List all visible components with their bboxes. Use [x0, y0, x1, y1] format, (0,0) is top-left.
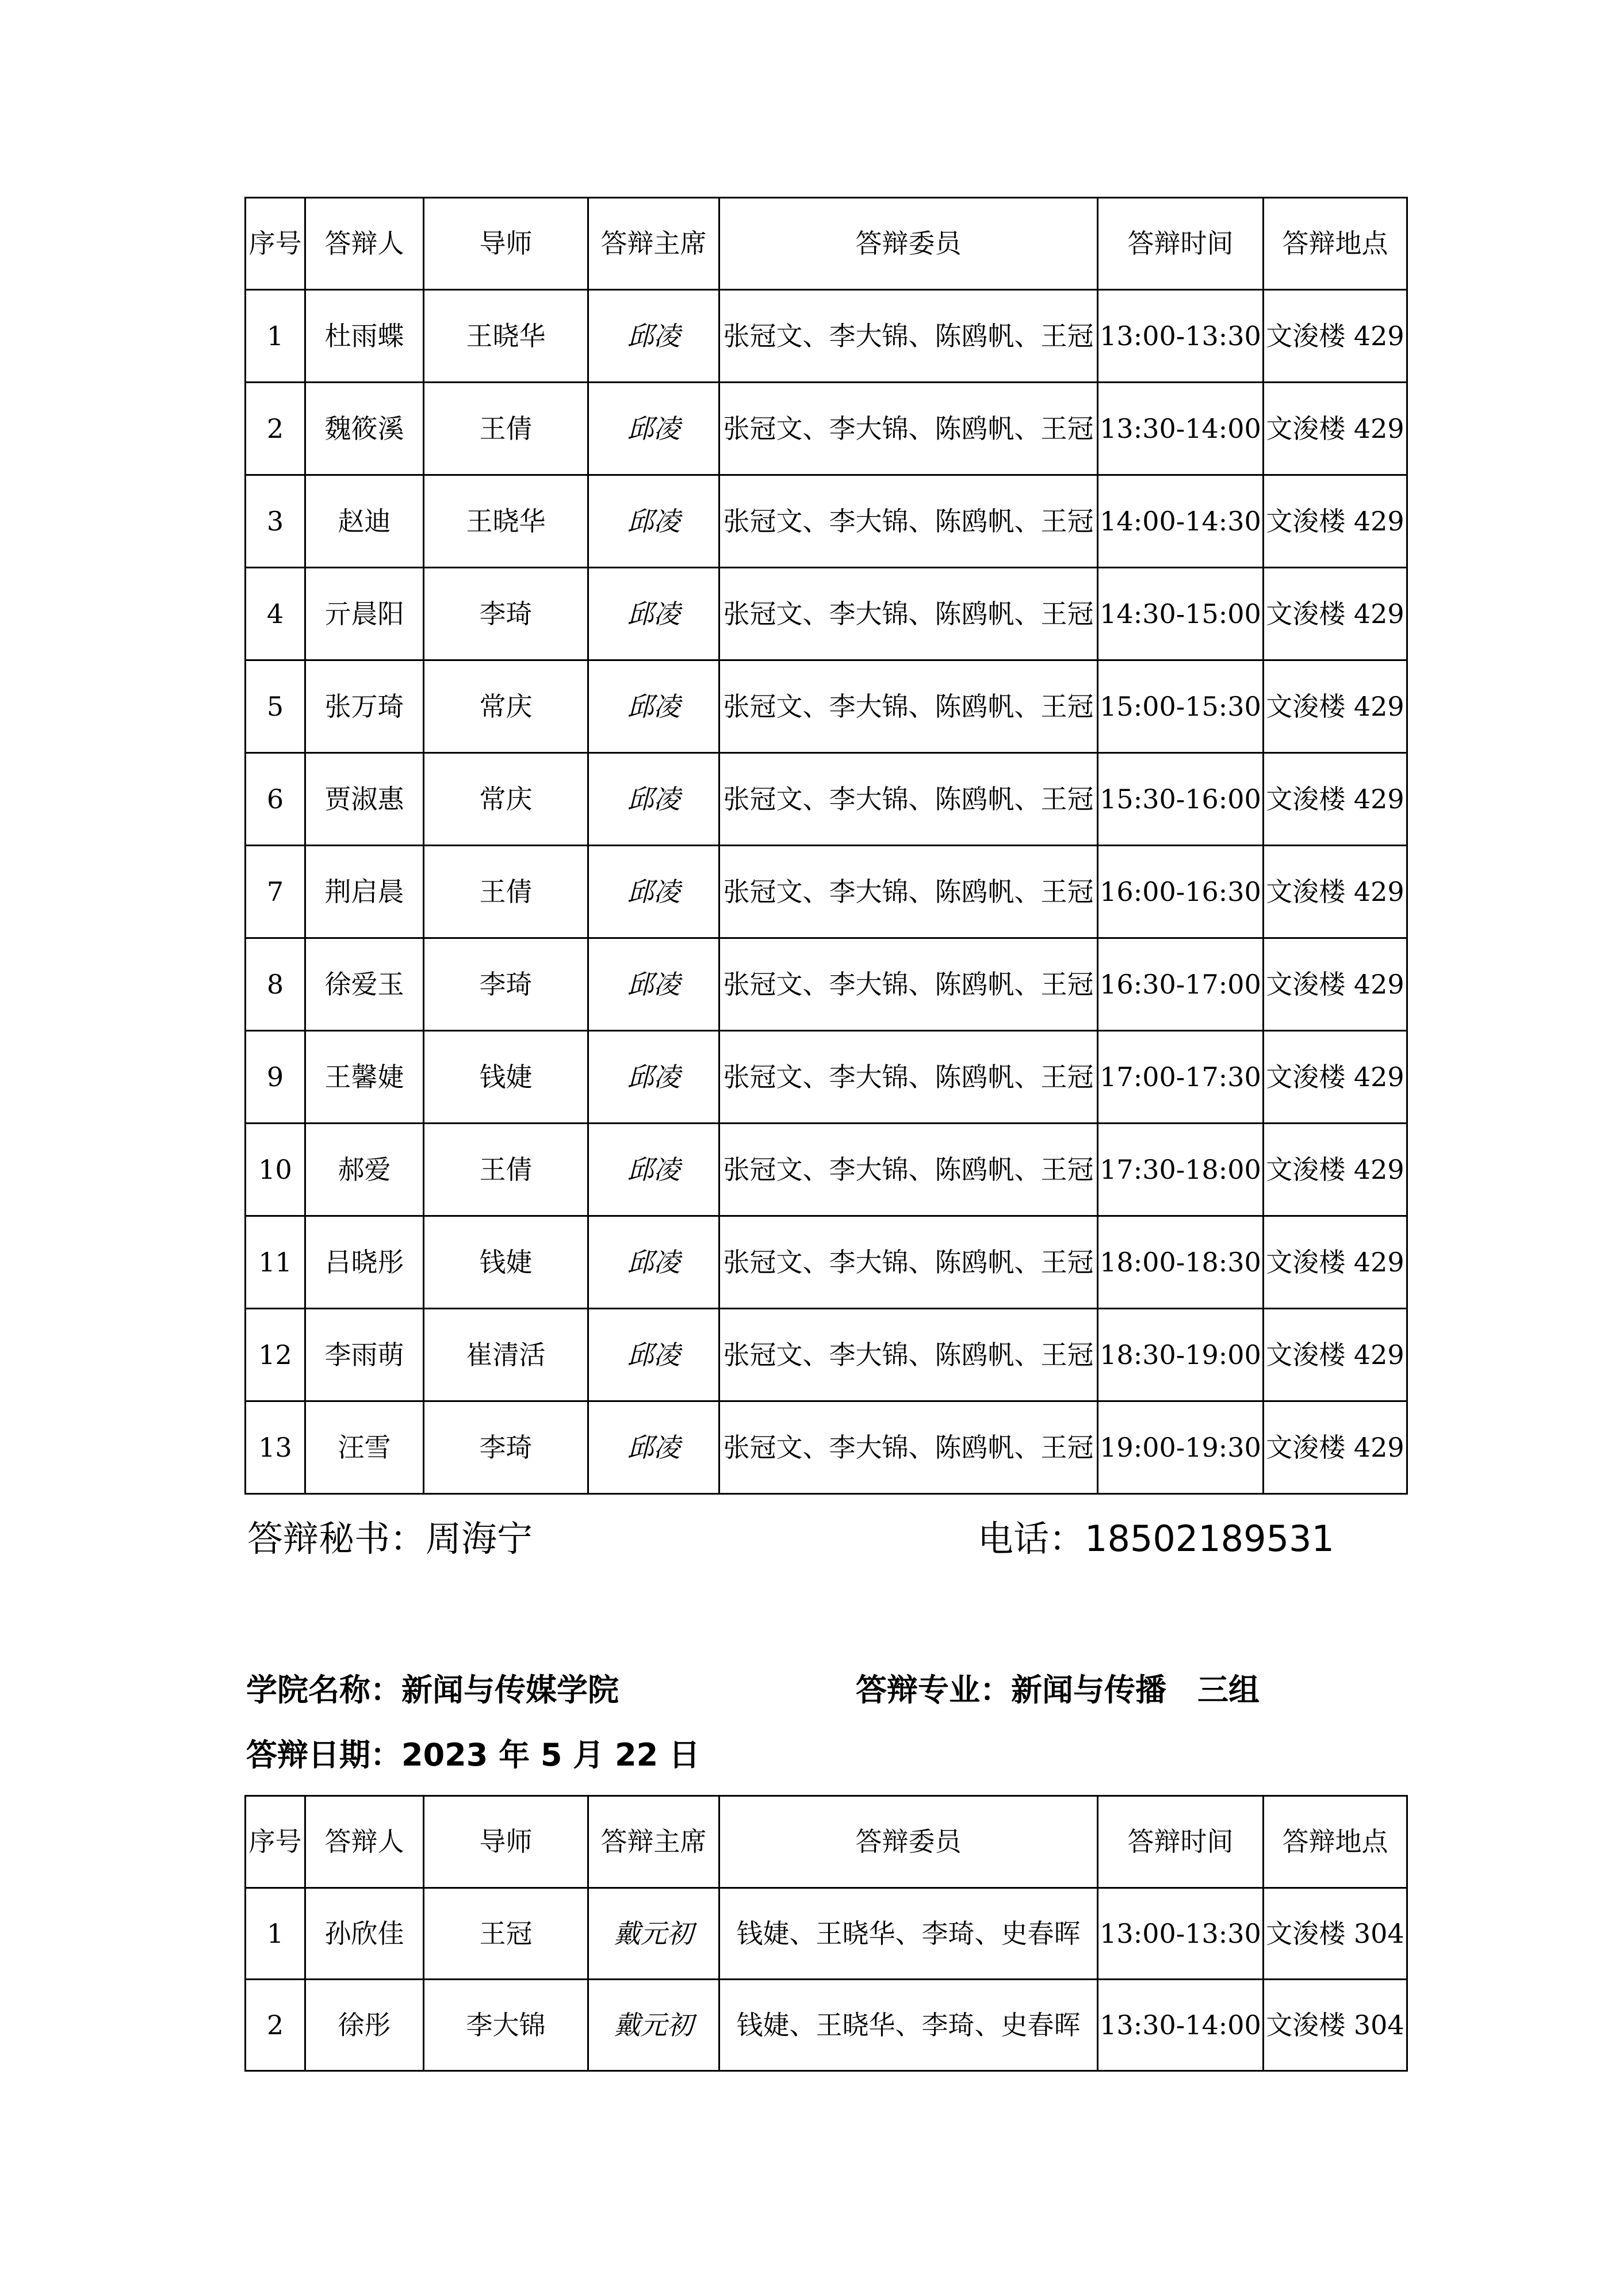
- cell-advisor: 李琦: [424, 568, 588, 660]
- cell-advisor: 崔清活: [424, 1309, 588, 1401]
- cell-members: 钱婕、王晓华、李琦、史春晖: [719, 1888, 1098, 1980]
- table-row: [246, 568, 1407, 660]
- cell-location: 文浚楼 429: [1264, 383, 1407, 475]
- cell-members: 张冠文、李大锦、陈鸥帆、王冠: [719, 938, 1098, 1031]
- cell-chair: 邱凌: [588, 475, 719, 568]
- header-advisor: 导师: [424, 198, 588, 290]
- table-row: [246, 1309, 1407, 1401]
- cell-defender: 郝爱: [305, 1124, 424, 1216]
- cell-members: 张冠文、李大锦、陈鸥帆、王冠: [719, 290, 1098, 383]
- cell-advisor: 常庆: [424, 660, 588, 753]
- table-row: [246, 1216, 1407, 1309]
- header-defender: 答辩人: [305, 198, 424, 290]
- cell-time: 17:30-18:00: [1098, 1124, 1264, 1216]
- cell-defender: 魏筱溪: [305, 383, 424, 475]
- cell-num: 3: [246, 475, 305, 568]
- cell-time: 18:00-18:30: [1098, 1216, 1264, 1309]
- table-header-row: [246, 1796, 1407, 1888]
- cell-num: 13: [246, 1401, 305, 1494]
- cell-defender: 徐爱玉: [305, 938, 424, 1031]
- table-row: [246, 1888, 1407, 1980]
- cell-members: 张冠文、李大锦、陈鸥帆、王冠: [719, 1124, 1098, 1216]
- cell-chair: 邱凌: [588, 290, 719, 383]
- secretary-line: 答辩秘书：周海宁: [247, 1518, 533, 1560]
- cell-time: 14:30-15:00: [1098, 568, 1264, 660]
- header-num: 序号: [246, 198, 305, 290]
- cell-chair: 邱凌: [588, 383, 719, 475]
- defense-table-group-1: [244, 197, 1408, 1495]
- cell-defender: 李雨萌: [305, 1309, 424, 1401]
- cell-num: 5: [246, 660, 305, 753]
- cell-members: 张冠文、李大锦、陈鸥帆、王冠: [719, 846, 1098, 938]
- cell-time: 18:30-19:00: [1098, 1309, 1264, 1401]
- table-header-row: [246, 198, 1407, 290]
- cell-members: 张冠文、李大锦、陈鸥帆、王冠: [719, 1031, 1098, 1124]
- cell-members: 张冠文、李大锦、陈鸥帆、王冠: [719, 383, 1098, 475]
- cell-location: 文浚楼 429: [1264, 290, 1407, 383]
- cell-num: 9: [246, 1031, 305, 1124]
- cell-num: 2: [246, 1980, 305, 2071]
- cell-advisor: 王倩: [424, 383, 588, 475]
- cell-advisor: 王冠: [424, 1888, 588, 1980]
- header-location: 答辩地点: [1264, 198, 1407, 290]
- cell-time: 14:00-14:30: [1098, 475, 1264, 568]
- defense-table-group-2: [244, 1795, 1408, 2072]
- cell-time: 13:00-13:30: [1098, 290, 1264, 383]
- table-row: [246, 1124, 1407, 1216]
- cell-location: 文浚楼 304: [1264, 1980, 1407, 2071]
- cell-location: 文浚楼 429: [1264, 475, 1407, 568]
- table-row: [246, 475, 1407, 568]
- cell-num: 11: [246, 1216, 305, 1309]
- table-row: [246, 938, 1407, 1031]
- cell-chair: 邱凌: [588, 1309, 719, 1401]
- cell-chair: 邱凌: [588, 660, 719, 753]
- cell-advisor: 钱婕: [424, 1216, 588, 1309]
- cell-time: 19:00-19:30: [1098, 1401, 1264, 1494]
- table-row: [246, 753, 1407, 846]
- cell-location: 文浚楼 429: [1264, 1216, 1407, 1309]
- cell-location: 文浚楼 429: [1264, 846, 1407, 938]
- cell-num: 1: [246, 290, 305, 383]
- cell-time: 13:30-14:00: [1098, 1980, 1264, 2071]
- cell-defender: 徐彤: [305, 1980, 424, 2071]
- cell-defender: 贾淑惠: [305, 753, 424, 846]
- table-row: [246, 290, 1407, 383]
- cell-chair: 邱凌: [588, 1031, 719, 1124]
- cell-members: 张冠文、李大锦、陈鸥帆、王冠: [719, 568, 1098, 660]
- cell-location: 文浚楼 429: [1264, 1401, 1407, 1494]
- cell-members: 张冠文、李大锦、陈鸥帆、王冠: [719, 1309, 1098, 1401]
- college-line: 学院名称：新闻与传媒学院: [246, 1672, 619, 1708]
- header-advisor: 导师: [424, 1796, 588, 1888]
- cell-location: 文浚楼 304: [1264, 1888, 1407, 1980]
- table-row: [246, 1980, 1407, 2071]
- cell-time: 16:00-16:30: [1098, 846, 1264, 938]
- cell-chair: 邱凌: [588, 846, 719, 938]
- cell-location: 文浚楼 429: [1264, 660, 1407, 753]
- cell-members: 张冠文、李大锦、陈鸥帆、王冠: [719, 660, 1098, 753]
- cell-advisor: 王倩: [424, 846, 588, 938]
- header-members: 答辩委员: [719, 198, 1098, 290]
- cell-advisor: 常庆: [424, 753, 588, 846]
- cell-members: 张冠文、李大锦、陈鸥帆、王冠: [719, 753, 1098, 846]
- cell-location: 文浚楼 429: [1264, 1309, 1407, 1401]
- cell-advisor: 王晓华: [424, 475, 588, 568]
- cell-location: 文浚楼 429: [1264, 753, 1407, 846]
- cell-members: 张冠文、李大锦、陈鸥帆、王冠: [719, 1216, 1098, 1309]
- date-line: 答辩日期：2023 年 5 月 22 日: [246, 1737, 701, 1773]
- header-location: 答辩地点: [1264, 1796, 1407, 1888]
- table-row: [246, 1031, 1407, 1124]
- cell-defender: 赵迪: [305, 475, 424, 568]
- header-defender: 答辩人: [305, 1796, 424, 1888]
- cell-defender: 荆启晨: [305, 846, 424, 938]
- cell-defender: 吕晓彤: [305, 1216, 424, 1309]
- cell-num: 2: [246, 383, 305, 475]
- cell-advisor: 李琦: [424, 938, 588, 1031]
- cell-num: 1: [246, 1888, 305, 1980]
- cell-advisor: 李琦: [424, 1401, 588, 1494]
- table-row: [246, 383, 1407, 475]
- cell-chair: 邱凌: [588, 938, 719, 1031]
- cell-num: 4: [246, 568, 305, 660]
- cell-defender: 杜雨蝶: [305, 290, 424, 383]
- cell-members: 张冠文、李大锦、陈鸥帆、王冠: [719, 475, 1098, 568]
- cell-time: 15:00-15:30: [1098, 660, 1264, 753]
- cell-time: 15:30-16:00: [1098, 753, 1264, 846]
- cell-advisor: 钱婕: [424, 1031, 588, 1124]
- cell-chair: 戴元初: [588, 1980, 719, 2071]
- cell-chair: 邱凌: [588, 1216, 719, 1309]
- major-line: 答辩专业：新闻与传播 三组: [856, 1672, 1260, 1708]
- table-row: [246, 846, 1407, 938]
- cell-location: 文浚楼 429: [1264, 938, 1407, 1031]
- cell-num: 10: [246, 1124, 305, 1216]
- cell-members: 张冠文、李大锦、陈鸥帆、王冠: [719, 1401, 1098, 1494]
- cell-defender: 张万琦: [305, 660, 424, 753]
- phone-line: 电话：18502189531: [978, 1518, 1334, 1560]
- cell-time: 13:30-14:00: [1098, 383, 1264, 475]
- cell-time: 16:30-17:00: [1098, 938, 1264, 1031]
- header-time: 答辩时间: [1098, 198, 1264, 290]
- cell-num: 7: [246, 846, 305, 938]
- header-num: 序号: [246, 1796, 305, 1888]
- cell-chair: 邱凌: [588, 1401, 719, 1494]
- cell-location: 文浚楼 429: [1264, 1031, 1407, 1124]
- header-chair: 答辩主席: [588, 198, 719, 290]
- table-row: [246, 1401, 1407, 1494]
- cell-members: 钱婕、王晓华、李琦、史春晖: [719, 1980, 1098, 2071]
- cell-defender: 王馨婕: [305, 1031, 424, 1124]
- cell-chair: 邱凌: [588, 753, 719, 846]
- cell-chair: 戴元初: [588, 1888, 719, 1980]
- cell-defender: 亓晨阳: [305, 568, 424, 660]
- cell-num: 8: [246, 938, 305, 1031]
- header-chair: 答辩主席: [588, 1796, 719, 1888]
- header-members: 答辩委员: [719, 1796, 1098, 1888]
- cell-defender: 汪雪: [305, 1401, 424, 1494]
- header-time: 答辩时间: [1098, 1796, 1264, 1888]
- table-row: [246, 660, 1407, 753]
- cell-chair: 邱凌: [588, 1124, 719, 1216]
- cell-advisor: 王倩: [424, 1124, 588, 1216]
- cell-location: 文浚楼 429: [1264, 1124, 1407, 1216]
- cell-time: 13:00-13:30: [1098, 1888, 1264, 1980]
- cell-defender: 孙欣佳: [305, 1888, 424, 1980]
- cell-num: 6: [246, 753, 305, 846]
- cell-num: 12: [246, 1309, 305, 1401]
- cell-time: 17:00-17:30: [1098, 1031, 1264, 1124]
- cell-location: 文浚楼 429: [1264, 568, 1407, 660]
- cell-advisor: 王晓华: [424, 290, 588, 383]
- cell-chair: 邱凌: [588, 568, 719, 660]
- cell-advisor: 李大锦: [424, 1980, 588, 2071]
